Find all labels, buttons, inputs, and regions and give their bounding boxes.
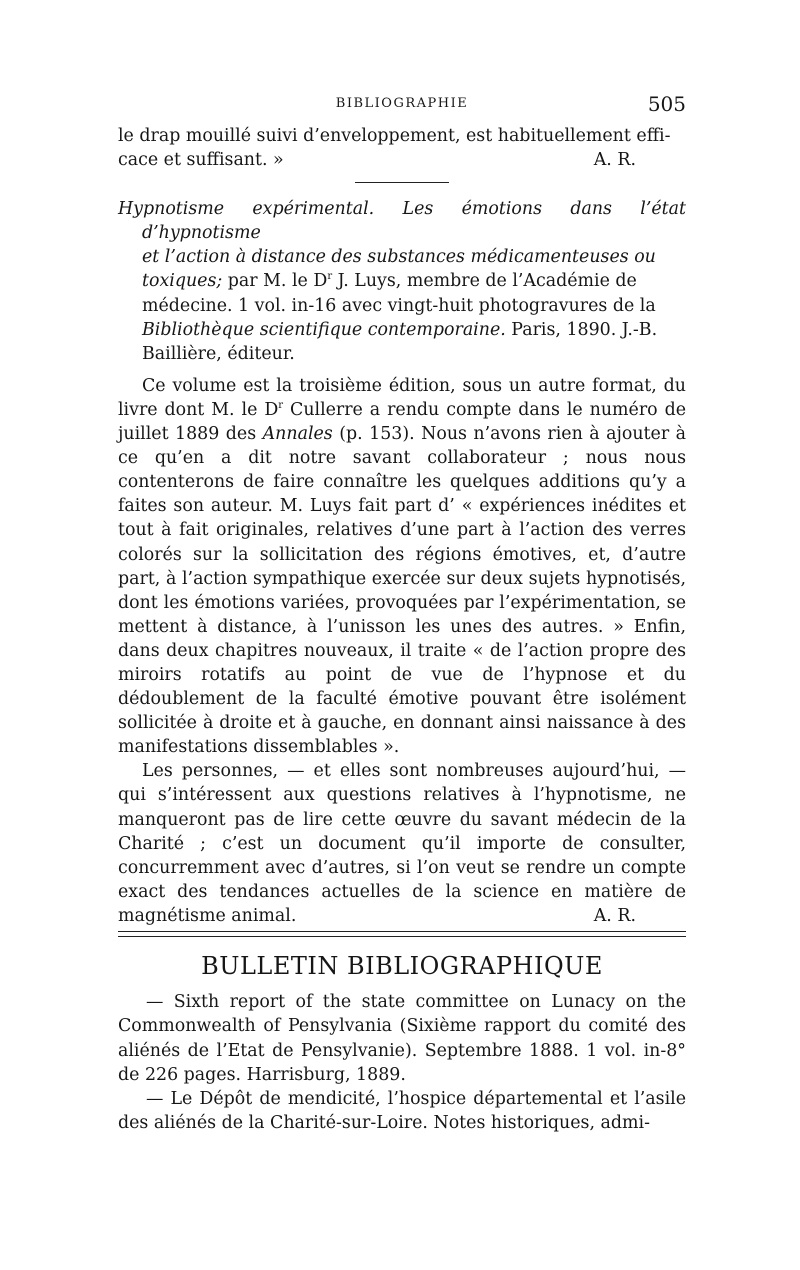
review2-citation	[118, 197, 686, 366]
bulletin-entry-2: — Le Dépôt de mendicité, l’hospice départemental et l’asile des aliénés de la Charité-sur-Loire. Notes historiques, admi-	[118, 1089, 686, 1134]
review2-publisher: Baillière, éditeur.	[142, 343, 295, 364]
bulletin-entries	[118, 990, 686, 1136]
double-rule	[118, 931, 686, 941]
review2-author-rest: J. Luys, membre de l’Académie de	[332, 271, 637, 292]
review2-para2-text: Les personnes, — et elles sont nombreuses aujourd’hui, — qui s’intéressent aux questions relatives à l’hypnotisme, ne manqueront pas de lire cette œuvre du savant médecin de la Charité ; c’est un document qu’il importe de consulter, concurremment avec d’autres, si l’on veut se rendre un compte exact des tendances actuelles de la science en matière de magnétisme animal.	[118, 761, 686, 926]
bulletin-heading: BULLETIN BIBLIOGRAPHIQUE	[201, 952, 603, 980]
review1-line1: le drap mouillé suivi d’enveloppement, est habituellement effi-	[118, 126, 671, 146]
running-head	[118, 92, 686, 118]
review2-author-sup: r	[327, 271, 333, 283]
review2-series: Bibliothèque scientifique contemporaine.	[142, 319, 506, 340]
review2-para1-text-b: Cullerre a rendu compte dans le numéro de juillet 1889 des	[118, 399, 686, 445]
body-text	[118, 124, 686, 928]
review2-author: par M. le D	[222, 271, 328, 292]
review2-title-line2: et l’action à distance des substances médicamenteuses ou	[142, 247, 656, 268]
review2-title-line3-italic: toxiques;	[142, 271, 223, 292]
review2-paragraph-2	[118, 759, 686, 928]
review2-imprint: Paris, 1890. J.-B.	[505, 319, 658, 340]
review2-line4: médecine. 1 vol. in-16 avec vingt-huit photogravures de la	[142, 295, 656, 316]
review2-para1-italic: Annales	[262, 424, 333, 445]
bulletin-entry-1: — Sixth report of the state committee on Lunacy on the Commonwealth of Pensylvania (Sixième rapport du comité des aliénés de l’Etat de Pensylvanie). Septembre 1888. 1 vol. in-8° de 226 pages. Harrisburg, 1889.	[118, 992, 686, 1085]
running-head-title: BIBLIOGRAPHIE	[335, 96, 469, 111]
review1-line2: cace et suffisant. »	[118, 150, 284, 171]
review2-para1-text-c: (p. 153). Nous n’avons rien à ajouter à ce qu’en a dit notre savant collaborateur ; nous nous contenterons de faire connaître les quelques additions qu’y a faites son auteur. M. Luys fait part d’ « expériences inédites et tout à fait originales, relatives d’une part à l’action des verres colorés sur la sollicitation des régions émotives, et, d’autre part, à l’action sympathique exercée sur deux sujets hypnotisés, dont les émotions variées, provoquées par l’expérimentation, se mettent à distance, à l’unisson les unes des autres. » Enfin, dans deux chapitres nouveaux, il traite « de l’action propre des miroirs rotatifs au point de vue de l’hypnose et du dédoublement de la faculté émotive pouvant être isolément sollicitée à droite et à gauche, en donnant ainsi naissance à des manifestations dissemblables ».	[118, 424, 687, 758]
review2-signature: A. R.	[593, 905, 636, 926]
review1-signature: A. R.	[593, 150, 636, 171]
review1-closing-line	[118, 148, 686, 172]
review2-para1-text-a: Ce volume est la troisième édition, sous un autre format, du livre dont M. le D	[118, 375, 686, 420]
page-number: 505	[647, 92, 686, 116]
review2-paragraph-1	[118, 374, 686, 760]
separator-rule	[355, 182, 449, 183]
review2-para1-sup: r	[278, 400, 284, 412]
book-page	[118, 0, 686, 1270]
review2-title-line1: Hypnotisme expérimental. Les émotions dans l’état d’hypnotisme	[118, 199, 686, 244]
